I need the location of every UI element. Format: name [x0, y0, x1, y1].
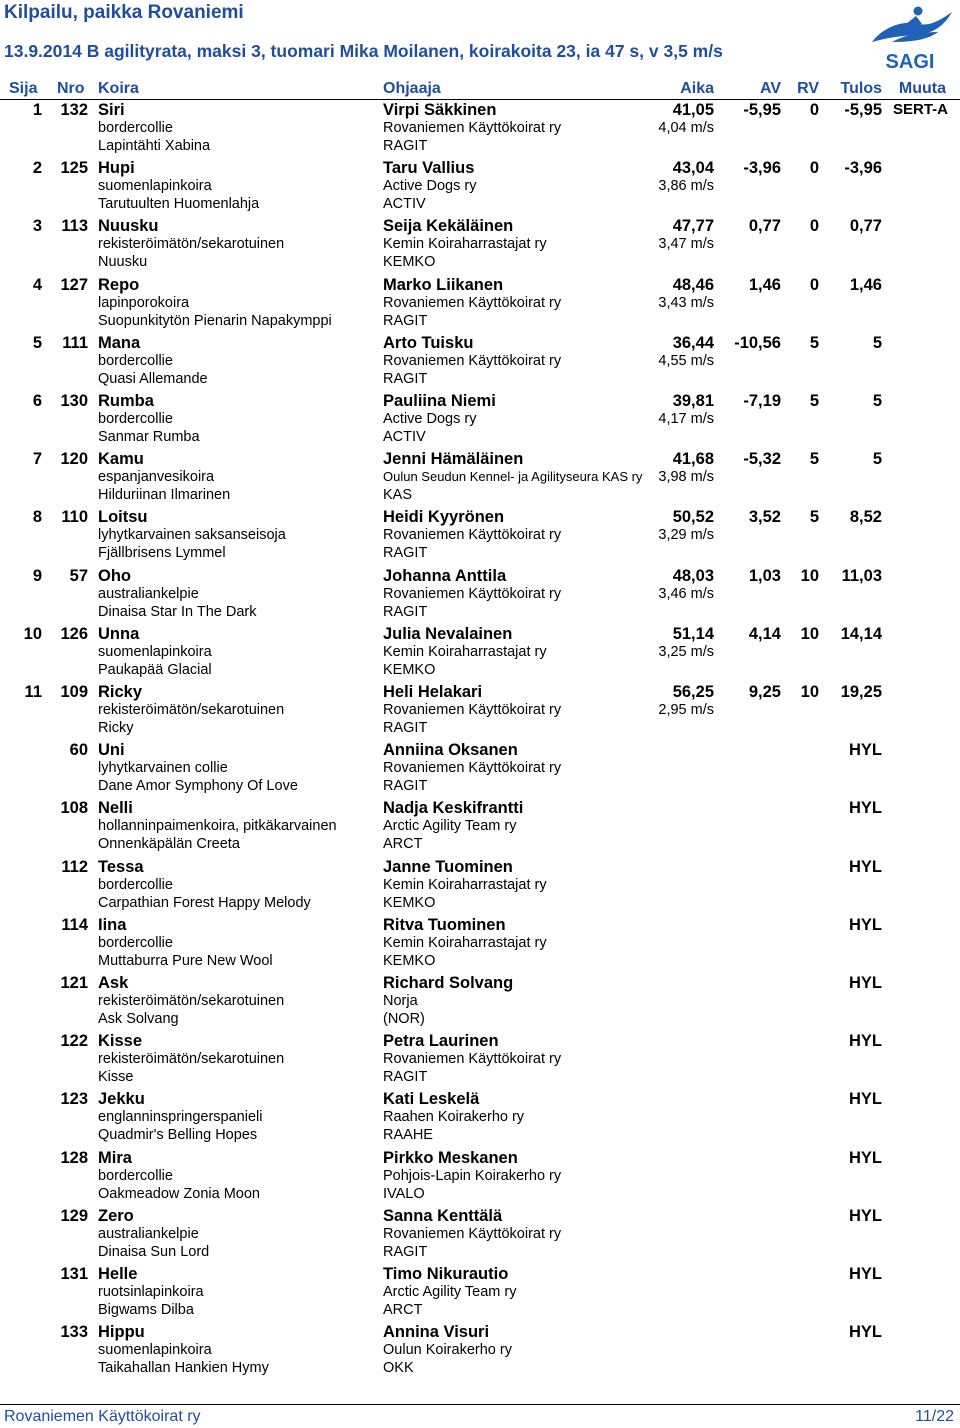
total-result: HYL: [849, 1090, 882, 1109]
total-result: 14,14: [840, 624, 882, 643]
dog-registered-name: Kisse: [98, 1069, 134, 1086]
total-result: 1,46: [849, 275, 882, 294]
run-time: 50,52: [672, 508, 714, 527]
run-time: 39,81: [672, 392, 714, 410]
entry-number: 114: [61, 915, 88, 934]
dog-registered-name: Bigwams Dilba: [98, 1302, 194, 1318]
dog-breed: rekisteröimätön/sekarotuinen: [98, 702, 285, 718]
entry-number: 120: [60, 450, 88, 469]
course-faults: 0: [809, 217, 819, 236]
result-row: [0, 276, 960, 334]
total-result: -5,95: [844, 101, 882, 119]
dog-name: Iina: [98, 915, 127, 934]
entry-number: 132: [60, 101, 88, 119]
entry-number: 109: [60, 683, 88, 701]
award: SERT-A: [893, 101, 949, 118]
total-result: 11,03: [841, 566, 882, 585]
course-faults: 5: [809, 333, 819, 352]
course-faults: 10: [800, 566, 819, 585]
entry-number: 113: [61, 217, 88, 236]
dog-name: Hippu: [98, 1323, 145, 1342]
dog-breed: suomenlapinkoira: [98, 1342, 212, 1359]
dog-registered-name: Lapintähti Xabina: [98, 138, 211, 154]
handler-name: Pauliina Niemi: [383, 392, 496, 410]
handler-club: Oulun Koirakerho ry: [383, 1342, 512, 1359]
page-title: Kilpailu, paikka Rovaniemi: [4, 2, 244, 23]
time-faults: -5,32: [743, 450, 781, 469]
handler-name: Heidi Kyyrönen: [383, 508, 505, 527]
club-abbreviation: RAGIT: [383, 312, 428, 329]
dog-registered-name: Quasi Allemande: [98, 370, 208, 387]
dog-name: Jekku: [98, 1090, 145, 1109]
entry-number: 129: [60, 1206, 88, 1225]
handler-club: Arctic Agility Team ry: [383, 1284, 517, 1300]
club-abbreviation: KAS: [383, 487, 413, 504]
course-faults: 5: [809, 450, 819, 469]
time-faults: 1,03: [748, 566, 781, 585]
dog-breed: englanninspringerspanieli: [98, 1109, 263, 1126]
course-faults: 0: [809, 275, 819, 294]
result-row: [0, 334, 960, 392]
handler-club: Rovaniemen Käyttökoirat ry: [383, 585, 562, 602]
col-rv: RV: [797, 80, 819, 97]
result-row: [0, 159, 960, 217]
run-speed: 4,04 m/s: [658, 120, 714, 136]
run-speed: 4,17 m/s: [658, 411, 714, 427]
entry-number: 122: [60, 1032, 88, 1051]
dog-registered-name: Quadmir's Belling Hopes: [98, 1127, 258, 1144]
dog-name: Helle: [98, 1265, 138, 1283]
dog-registered-name: Paukapää Glacial: [98, 661, 212, 678]
dog-registered-name: Muttaburra Pure New Wool: [98, 952, 273, 969]
time-faults: -10,56: [734, 333, 781, 352]
club-abbreviation: ACTIV: [383, 196, 426, 213]
dog-registered-name: Suopunkitytön Pienarin Napakymppi: [98, 312, 332, 329]
result-row: [0, 1323, 960, 1381]
dog-breed: australiankelpie: [98, 1225, 199, 1242]
result-row: [0, 1032, 960, 1090]
dog-breed: lyhytkarvainen collie: [98, 760, 228, 777]
handler-club: Rovaniemen Käyttökoirat ry: [383, 120, 562, 136]
handler-name: Petra Laurinen: [383, 1032, 499, 1051]
dog-breed: rekisteröimätön/sekarotuinen: [98, 1051, 285, 1068]
course-faults: 0: [809, 101, 819, 119]
dog-breed: rekisteröimätön/sekarotuinen: [98, 993, 285, 1009]
dog-name: Nelli: [98, 799, 133, 818]
dog-name: Kamu: [98, 450, 144, 469]
dog-name: Nuusku: [98, 217, 159, 236]
club-abbreviation: RAGIT: [383, 778, 428, 795]
result-row: [0, 683, 960, 741]
handler-club: Active Dogs ry: [383, 178, 477, 195]
handler-name: Johanna Anttila: [383, 566, 507, 585]
total-result: HYL: [849, 1265, 882, 1283]
total-result: 19,25: [840, 683, 882, 701]
col-muuta: Muuta: [898, 80, 946, 97]
course-faults: 5: [809, 392, 819, 410]
total-result: 0,77: [849, 217, 882, 236]
dog-registered-name: Ask Solvang: [98, 1011, 179, 1027]
dog-name: Mana: [98, 333, 141, 352]
total-result: HYL: [849, 1323, 882, 1342]
dog-registered-name: Onnenkäpälän Creeta: [98, 836, 240, 853]
total-result: HYL: [849, 1206, 882, 1225]
handler-club: Active Dogs ry: [383, 411, 477, 427]
handler-club: Kemin Koiraharrastajat ry: [383, 876, 547, 893]
run-time: 48,46: [672, 275, 714, 294]
handler-club: Kemin Koiraharrastajat ry: [383, 643, 547, 660]
handler-name: Julia Nevalainen: [383, 624, 513, 643]
entry-place: 11: [24, 683, 42, 701]
dog-breed: bordercollie: [98, 876, 173, 893]
result-row: [0, 1207, 960, 1265]
dog-registered-name: Tarutuulten Huomenlahja: [98, 196, 260, 213]
dog-breed: lapinporokoira: [98, 294, 190, 311]
run-speed: 3,43 m/s: [658, 294, 714, 311]
entry-number: 60: [69, 741, 88, 760]
dog-name: Unna: [98, 624, 140, 643]
handler-name: Janne Tuominen: [383, 857, 513, 876]
result-row: [0, 1149, 960, 1207]
handler-club: Oulun Seudun Kennel- ja Agilityseura KAS ry: [383, 469, 643, 485]
run-speed: 3,25 m/s: [658, 643, 714, 660]
result-row: [0, 450, 960, 508]
dog-name: Mira: [98, 1148, 132, 1167]
dog-name: Kisse: [98, 1032, 143, 1051]
handler-club: Rovaniemen Käyttökoirat ry: [383, 352, 562, 369]
time-faults: 4,14: [748, 624, 781, 643]
handler-club: Rovaniemen Käyttökoirat ry: [383, 1225, 562, 1242]
total-result: HYL: [849, 974, 882, 992]
club-abbreviation: IVALO: [383, 1185, 425, 1202]
club-abbreviation: KEMKO: [383, 894, 436, 911]
handler-name: Anniina Oksanen: [383, 741, 518, 760]
club-abbreviation: ACTIV: [383, 429, 426, 445]
dog-breed: suomenlapinkoira: [98, 643, 212, 660]
entry-number: 127: [60, 275, 88, 294]
handler-club: Arctic Agility Team ry: [383, 818, 517, 835]
entry-number: 121: [60, 974, 88, 992]
total-result: 5: [872, 392, 882, 410]
club-abbreviation: (NOR): [383, 1011, 425, 1027]
entry-number: 126: [60, 624, 88, 643]
club-abbreviation: RAGIT: [383, 1069, 428, 1086]
handler-club: Rovaniemen Käyttökoirat ry: [383, 760, 562, 777]
col-nro: Nro: [57, 80, 85, 97]
total-result: 5: [872, 333, 882, 352]
time-faults: 9,25: [748, 683, 781, 701]
run-speed: 3,29 m/s: [658, 527, 714, 544]
club-abbreviation: RAGIT: [383, 1243, 428, 1260]
dog-registered-name: Dinaisa Sun Lord: [98, 1243, 210, 1260]
dog-breed: australiankelpie: [98, 585, 199, 602]
result-row: [0, 508, 960, 566]
dog-breed: bordercollie: [98, 352, 173, 369]
entry-number: 128: [60, 1148, 88, 1167]
page-number: 11/22: [915, 1408, 954, 1425]
dog-name: Ask: [98, 974, 129, 992]
dog-name: Repo: [98, 275, 140, 294]
run-speed: 3,47 m/s: [658, 236, 714, 253]
dog-breed: rekisteröimätön/sekarotuinen: [98, 236, 285, 253]
result-row: [0, 858, 960, 916]
entry-number: 130: [60, 392, 88, 410]
handler-name: Heli Helakari: [383, 683, 483, 701]
course-faults: 5: [809, 508, 819, 527]
result-row: [0, 101, 960, 159]
dog-breed: bordercollie: [98, 120, 173, 136]
run-time: 36,44: [672, 333, 714, 352]
entry-number: 108: [60, 799, 88, 818]
handler-name: Arto Tuisku: [383, 333, 474, 352]
course-faults: 10: [800, 683, 819, 701]
handler-name: Richard Solvang: [383, 974, 514, 992]
club-abbreviation: KEMKO: [383, 952, 436, 969]
dog-breed: bordercollie: [98, 1167, 173, 1184]
club-abbreviation: RAGIT: [383, 720, 428, 736]
entry-place: 4: [32, 275, 42, 294]
run-time: 41,05: [672, 101, 714, 119]
handler-name: Annina Visuri: [383, 1323, 490, 1342]
entry-place: 9: [32, 566, 42, 585]
run-speed: 3,86 m/s: [658, 178, 714, 195]
result-row: [0, 1265, 960, 1323]
handler-name: Marko Liikanen: [383, 275, 504, 294]
handler-name: Timo Nikurautio: [383, 1265, 509, 1283]
col-ohjaaja: Ohjaaja: [383, 80, 441, 97]
run-time: 41,68: [672, 450, 714, 469]
handler-name: Jenni Hämäläinen: [383, 450, 524, 469]
run-speed: 4,55 m/s: [658, 352, 714, 369]
result-row: [0, 799, 960, 857]
dog-registered-name: Oakmeadow Zonia Moon: [98, 1185, 260, 1202]
run-speed: 3,46 m/s: [658, 585, 714, 602]
dog-registered-name: Sanmar Rumba: [98, 429, 200, 445]
run-time: 56,25: [672, 683, 714, 701]
dog-name: Oho: [98, 566, 131, 585]
sagi-logo: [862, 2, 958, 72]
time-faults: -7,19: [743, 392, 781, 410]
logo-text: SAGI: [885, 51, 935, 72]
dog-breed: espanjanvesikoira: [98, 469, 215, 486]
result-row: [0, 625, 960, 683]
handler-name: Taru Vallius: [383, 159, 475, 178]
entry-place: 2: [32, 159, 42, 178]
header-divider: [0, 99, 960, 100]
handler-name: Sanna Kenttälä: [383, 1206, 503, 1225]
col-sija: Sija: [9, 80, 38, 97]
col-av: AV: [759, 80, 781, 97]
dog-registered-name: Hilduriinan Ilmarinen: [98, 487, 231, 504]
club-abbreviation: RAAHE: [383, 1127, 433, 1144]
result-row: [0, 392, 960, 450]
club-abbreviation: RAGIT: [383, 545, 428, 562]
entry-number: 131: [60, 1265, 88, 1283]
club-abbreviation: OKK: [383, 1360, 414, 1377]
time-faults: -5,95: [743, 101, 781, 119]
dog-name: Zero: [98, 1206, 134, 1225]
entry-number: 123: [60, 1090, 88, 1109]
handler-club: Pohjois-Lapin Koirakerho ry: [383, 1167, 562, 1184]
result-row: [0, 217, 960, 275]
result-row: [0, 974, 960, 1032]
handler-club: Kemin Koiraharrastajat ry: [383, 934, 547, 951]
dog-name: Siri: [98, 101, 125, 119]
course-faults: 0: [809, 159, 819, 178]
dog-breed: lyhytkarvainen saksanseisoja: [98, 527, 286, 544]
dog-breed: bordercollie: [98, 411, 173, 427]
dog-registered-name: Nuusku: [98, 254, 148, 271]
column-header-row: [0, 80, 960, 100]
handler-club: Rovaniemen Käyttökoirat ry: [383, 527, 562, 544]
dog-breed: ruotsinlapinkoira: [98, 1284, 204, 1300]
result-row: [0, 741, 960, 799]
total-result: HYL: [849, 741, 882, 760]
handler-name: Pirkko Meskanen: [383, 1148, 518, 1167]
entry-place: 5: [32, 333, 42, 352]
dog-name: Uni: [98, 741, 125, 760]
handler-name: Seija Kekäläinen: [383, 217, 514, 236]
dog-registered-name: Taikahallan Hankien Hymy: [98, 1360, 269, 1377]
entry-number: 112: [61, 857, 88, 876]
dog-registered-name: Fjällbrisens Lymmel: [98, 545, 226, 562]
total-result: HYL: [849, 799, 882, 818]
handler-club: Raahen Koirakerho ry: [383, 1109, 525, 1126]
handler-name: Kati Leskelä: [383, 1090, 480, 1109]
club-abbreviation: KEMKO: [383, 661, 436, 678]
entry-number: 57: [69, 566, 88, 585]
dog-breed: hollanninpaimenkoira, pitkäkarvainen: [98, 818, 337, 835]
col-tulos: Tulos: [840, 80, 882, 97]
total-result: HYL: [849, 915, 882, 934]
run-time: 48,03: [672, 566, 714, 585]
time-faults: -3,96: [743, 159, 781, 178]
total-result: HYL: [849, 857, 882, 876]
entry-number: 110: [61, 508, 88, 527]
handler-club: Norja: [383, 993, 418, 1009]
result-row: [0, 567, 960, 625]
entry-place: 7: [32, 450, 42, 469]
entry-number: 133: [60, 1323, 88, 1342]
total-result: 5: [872, 450, 882, 469]
total-result: -3,96: [844, 159, 882, 178]
entry-place: 8: [32, 508, 42, 527]
result-row: [0, 916, 960, 974]
entry-place: 10: [23, 624, 42, 643]
dog-name: Hupi: [98, 159, 135, 178]
club-abbreviation: ARCT: [383, 1302, 423, 1318]
dog-registered-name: Dinaisa Star In The Dark: [98, 603, 257, 620]
handler-club: Rovaniemen Käyttökoirat ry: [383, 702, 562, 718]
handler-name: Ritva Tuominen: [383, 915, 506, 934]
course-faults: 10: [800, 624, 819, 643]
col-aika: Aika: [680, 80, 714, 97]
run-time: 43,04: [672, 159, 714, 178]
time-faults: 3,52: [748, 508, 781, 527]
entry-place: 6: [32, 392, 42, 410]
dog-name: Ricky: [98, 683, 143, 701]
run-speed: 3,98 m/s: [658, 469, 714, 486]
run-time: 51,14: [672, 624, 714, 643]
entry-number: 125: [60, 159, 88, 178]
total-result: HYL: [849, 1032, 882, 1051]
dog-registered-name: Dane Amor Symphony Of Love: [98, 778, 298, 795]
dog-name: Loitsu: [98, 508, 148, 527]
run-speed: 2,95 m/s: [658, 702, 714, 718]
handler-club: Kemin Koiraharrastajat ry: [383, 236, 547, 253]
col-koira: Koira: [98, 80, 139, 97]
dog-registered-name: Ricky: [98, 720, 134, 736]
competition-info: 13.9.2014 B agilityrata, maksi 3, tuomari Mika Moilanen, koirakoita 23, ia 47 s, v 3,5 m/s: [4, 41, 723, 61]
dog-registered-name: Carpathian Forest Happy Melody: [98, 894, 311, 911]
club-abbreviation: KEMKO: [383, 254, 436, 271]
handler-name: Virpi Säkkinen: [383, 101, 497, 119]
total-result: HYL: [849, 1148, 882, 1167]
footer-divider: [0, 1404, 960, 1405]
club-abbreviation: ARCT: [383, 836, 423, 853]
time-faults: 0,77: [748, 217, 781, 236]
club-abbreviation: RAGIT: [383, 603, 428, 620]
entry-number: 111: [62, 333, 88, 352]
handler-club: Rovaniemen Käyttökoirat ry: [383, 1051, 562, 1068]
total-result: 8,52: [849, 508, 882, 527]
result-row: [0, 1090, 960, 1148]
dog-name: Rumba: [98, 392, 154, 410]
footer-club: Rovaniemen Käyttökoirat ry: [4, 1408, 201, 1425]
entry-place: 1: [32, 101, 42, 119]
dog-breed: bordercollie: [98, 934, 173, 951]
run-time: 47,77: [672, 217, 714, 236]
handler-name: Nadja Keskifrantti: [383, 799, 524, 818]
dog-breed: suomenlapinkoira: [98, 178, 212, 195]
handler-club: Rovaniemen Käyttökoirat ry: [383, 294, 562, 311]
club-abbreviation: RAGIT: [383, 370, 428, 387]
dog-name: Tessa: [98, 857, 144, 876]
entry-place: 3: [32, 217, 42, 236]
club-abbreviation: RAGIT: [383, 138, 428, 154]
time-faults: 1,46: [748, 275, 781, 294]
